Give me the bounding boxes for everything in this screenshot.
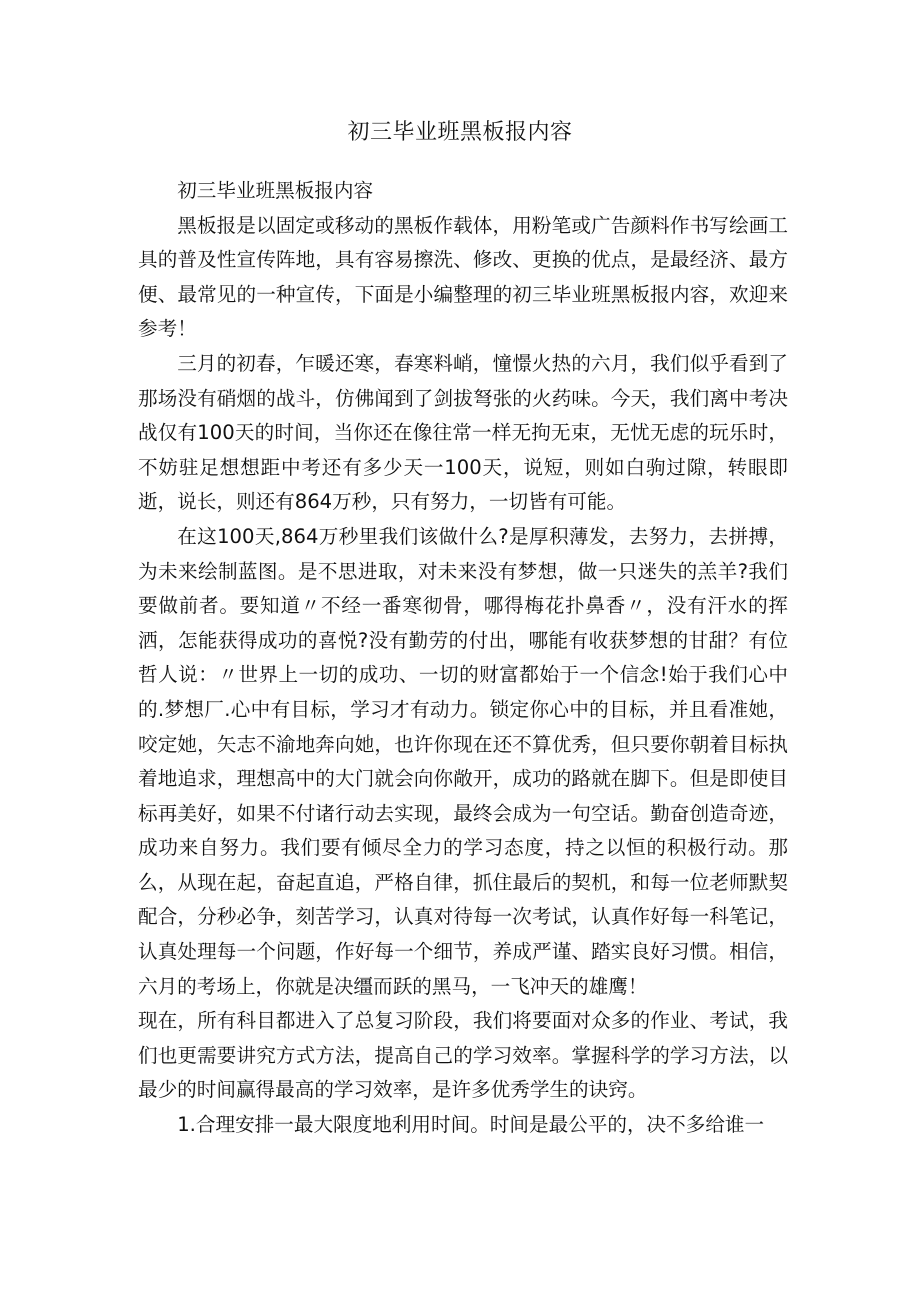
paragraph-intro: 黑板报是以固定或移动的黑板作载体，用粉笔或广告颜料作书写绘画工具的普及性宣传阵地，具有容易擦洗、修改、更换的优点，是最经济、最方便、最常见的一种宣传，下面是小编整理的初三毕业班黑板报内容，欢迎来参考！ [138, 213, 788, 341]
paragraph-countdown: 三月的初春，乍暖还寒，春寒料峭，憧憬火热的六月，我们似乎看到了那场没有硝烟的战斗，仿佛闻到了剑拔弩张的火药味。今天，我们离中考决战仅有100天的时间，当你还在像往常一样无拘无束，无忧无虑的玩乐时，不妨驻足想想距中考还有多少天一100天，说短，则如白驹过隙，转眼即逝，说长，则还有864万秒，只有努力，一切皆有可能。 [138, 351, 788, 514]
paragraph-review: 现在，所有科目都进入了总复习阶段，我们将要面对众多的作业、考试，我们也更需要讲究方式方法，提高自己的学习效率。掌握科学的学习方法，以最少的时间赢得最高的学习效率，是许多优秀学生的诀窍。 [138, 1009, 788, 1102]
document-title: 初三毕业班黑板报内容 [347, 120, 573, 145]
paragraph-tip-1: 1.合理安排一最大限度地利用时间。时间是最公平的，决不多给谁一 [177, 1113, 765, 1137]
document-body [138, 174, 788, 1143]
paragraph-goals: 在这100天,864万秒里我们该做什么?是厚积薄发，去努力，去拼搏，为未来绘制蓝图。是不思进取，对未来没有梦想，做一只迷失的羔羊?我们要做前者。要知道〃不经一番寒彻骨，哪得梅花扑鼻香〃，没有汗水的挥洒，怎能获得成功的喜悦?没有勤劳的付出，哪能有收获梦想的甘甜？有位哲人说：〃世界上一切的成功、一切的财富都始于一个信念!始于我们心中的.梦想厂.心中有目标，学习才有动力。锁定你心中的目标，并且看准她，咬定她，矢志不渝地奔向她，也许你现在还不算优秀，但只要你朝着目标执着地追求，理想高中的大门就会向你敞开，成功的路就在脚下。但是即使目标再美好，如果不付诸行动去实现，最终会成为一句空话。勤奋创造奇迹，成功来自努力。我们要有倾尽全力的学习态度，持之以恒的积极行动。那么，从现在起，奋起直追，严格自律，抓住最后的契机，和每一位老师默契配合，分秒必争，刻苦学习，认真对待每一次考试，认真作好每一科笔记，认真处理每一个问题，作好每一个细节，养成严谨、踏实良好习惯。相信，六月的考场上，你就是决缰而跃的黑马，一飞冲天的雄鹰！ [138, 524, 788, 998]
paragraph-subtitle: 初三毕业班黑板报内容 [177, 179, 374, 202]
